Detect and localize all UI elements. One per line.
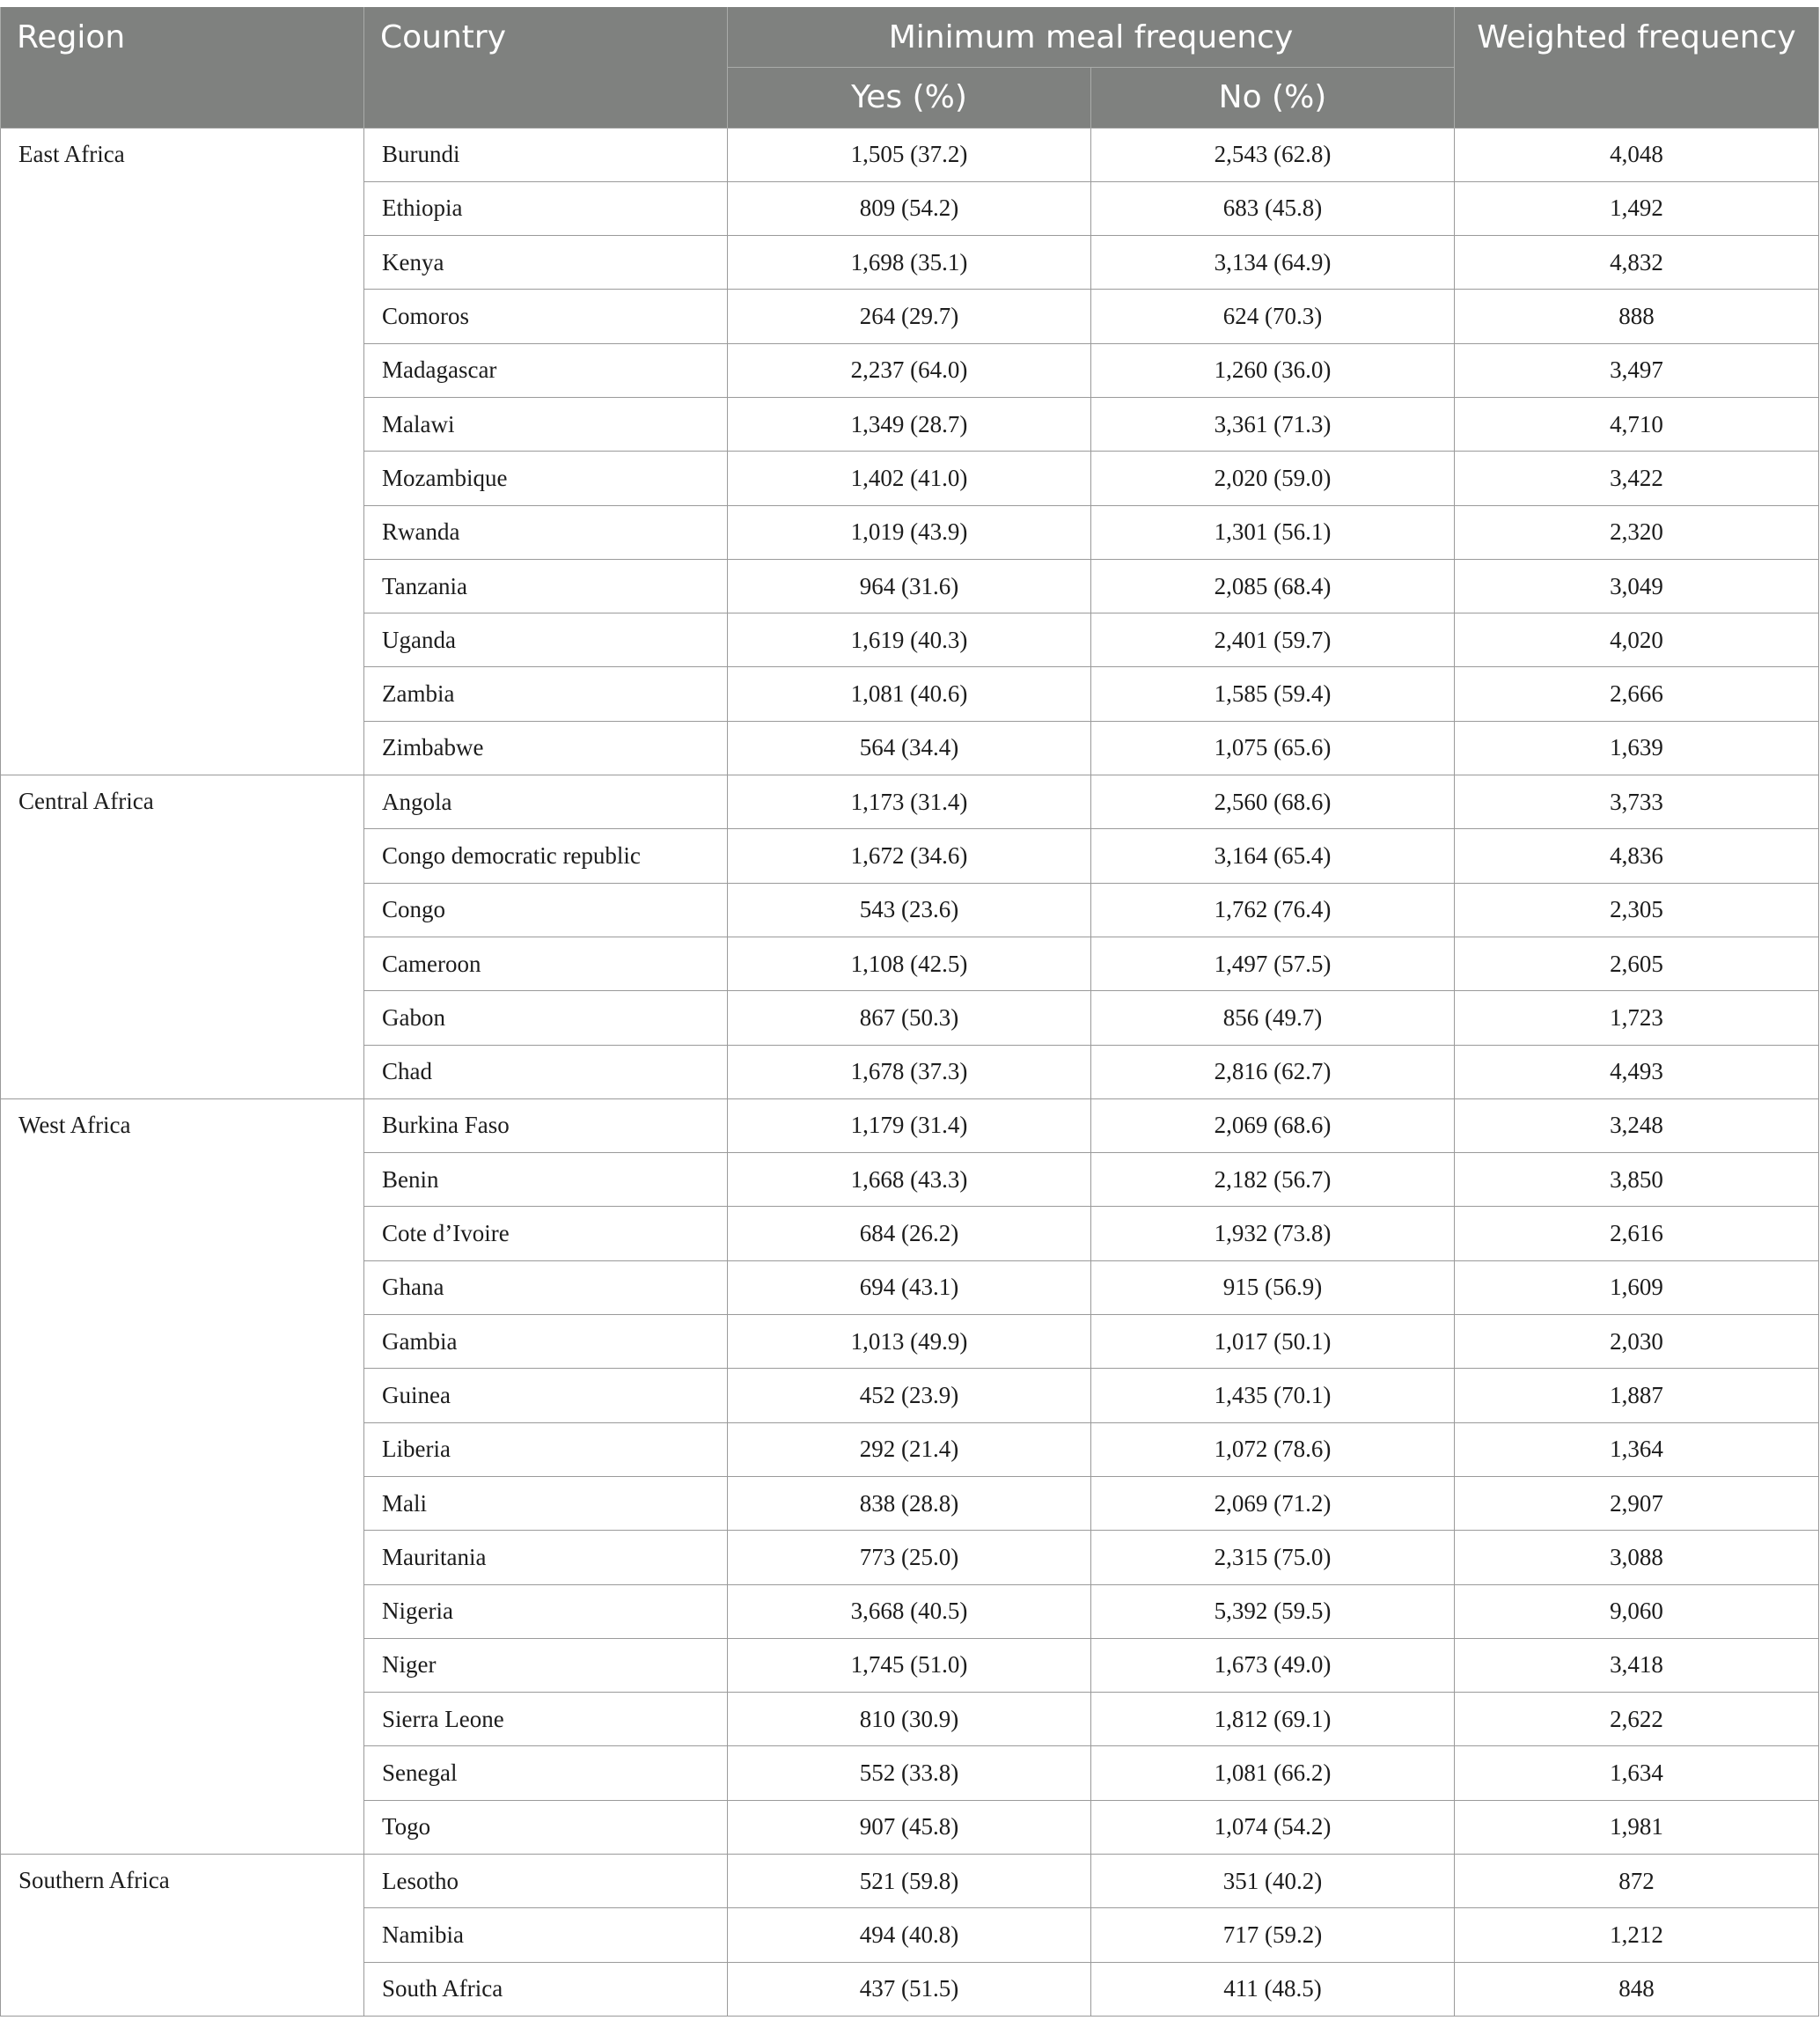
no-cell: 1,017 (50.1): [1091, 1315, 1455, 1369]
header-no: No (%): [1091, 67, 1455, 128]
no-cell: 2,020 (59.0): [1091, 452, 1455, 505]
no-cell: 1,074 (54.2): [1091, 1800, 1455, 1854]
weighted-frequency-cell: 3,248: [1455, 1098, 1819, 1152]
table-header: [1, 7, 1819, 128]
table-row: [1, 1098, 1819, 1152]
yes-cell: 694 (43.1): [728, 1260, 1091, 1314]
weighted-frequency-cell: 1,723: [1455, 991, 1819, 1045]
country-cell: Madagascar: [364, 343, 728, 397]
country-cell: Zimbabwe: [364, 721, 728, 775]
no-cell: 1,497 (57.5): [1091, 937, 1455, 990]
yes-cell: 773 (25.0): [728, 1531, 1091, 1584]
yes-cell: 684 (26.2): [728, 1207, 1091, 1260]
no-cell: 1,762 (76.4): [1091, 883, 1455, 937]
no-cell: 3,134 (64.9): [1091, 236, 1455, 290]
yes-cell: 810 (30.9): [728, 1693, 1091, 1746]
country-cell: Tanzania: [364, 559, 728, 613]
yes-cell: 1,672 (34.6): [728, 829, 1091, 883]
header-country: Country: [364, 7, 728, 128]
weighted-frequency-cell: 2,616: [1455, 1207, 1819, 1260]
no-cell: 351 (40.2): [1091, 1855, 1455, 1908]
yes-cell: 1,678 (37.3): [728, 1045, 1091, 1098]
weighted-frequency-cell: 3,850: [1455, 1153, 1819, 1207]
no-cell: 1,932 (73.8): [1091, 1207, 1455, 1260]
country-cell: Burkina Faso: [364, 1098, 728, 1152]
weighted-frequency-cell: 3,733: [1455, 775, 1819, 829]
weighted-frequency-cell: 1,887: [1455, 1369, 1819, 1422]
yes-cell: 1,619 (40.3): [728, 613, 1091, 667]
region-cell: West Africa: [1, 1098, 364, 1854]
country-cell: Namibia: [364, 1908, 728, 1962]
country-cell: Uganda: [364, 613, 728, 667]
yes-cell: 452 (23.9): [728, 1369, 1091, 1422]
yes-cell: 1,081 (40.6): [728, 667, 1091, 721]
no-cell: 1,260 (36.0): [1091, 343, 1455, 397]
no-cell: 2,315 (75.0): [1091, 1531, 1455, 1584]
region-cell: East Africa: [1, 128, 364, 775]
country-cell: Lesotho: [364, 1855, 728, 1908]
weighted-frequency-cell: 2,622: [1455, 1693, 1819, 1746]
weighted-frequency-cell: 2,320: [1455, 505, 1819, 559]
header-region: Region: [1, 7, 364, 128]
yes-cell: 907 (45.8): [728, 1800, 1091, 1854]
no-cell: 2,182 (56.7): [1091, 1153, 1455, 1207]
country-cell: Chad: [364, 1045, 728, 1098]
yes-cell: 1,179 (31.4): [728, 1098, 1091, 1152]
table-body: [1, 128, 1819, 2016]
yes-cell: 2,237 (64.0): [728, 343, 1091, 397]
table-row: [1, 128, 1819, 181]
yes-cell: 964 (31.6): [728, 559, 1091, 613]
no-cell: 2,069 (71.2): [1091, 1476, 1455, 1530]
weighted-frequency-cell: 4,836: [1455, 829, 1819, 883]
country-cell: Nigeria: [364, 1584, 728, 1638]
country-cell: Benin: [364, 1153, 728, 1207]
yes-cell: 1,173 (31.4): [728, 775, 1091, 829]
country-cell: Comoros: [364, 290, 728, 343]
header-yes: Yes (%): [728, 67, 1091, 128]
no-cell: 1,812 (69.1): [1091, 1693, 1455, 1746]
yes-cell: 564 (34.4): [728, 721, 1091, 775]
no-cell: 2,816 (62.7): [1091, 1045, 1455, 1098]
no-cell: 1,585 (59.4): [1091, 667, 1455, 721]
country-cell: Malawi: [364, 397, 728, 451]
no-cell: 915 (56.9): [1091, 1260, 1455, 1314]
no-cell: 717 (59.2): [1091, 1908, 1455, 1962]
no-cell: 2,543 (62.8): [1091, 128, 1455, 181]
country-cell: Mozambique: [364, 452, 728, 505]
weighted-frequency-cell: 1,212: [1455, 1908, 1819, 1962]
weighted-frequency-cell: 1,634: [1455, 1746, 1819, 1800]
country-cell: Cote d’Ivoire: [364, 1207, 728, 1260]
no-cell: 1,301 (56.1): [1091, 505, 1455, 559]
no-cell: 3,361 (71.3): [1091, 397, 1455, 451]
yes-cell: 1,505 (37.2): [728, 128, 1091, 181]
yes-cell: 1,698 (35.1): [728, 236, 1091, 290]
no-cell: 5,392 (59.5): [1091, 1584, 1455, 1638]
country-cell: Gambia: [364, 1315, 728, 1369]
weighted-frequency-cell: 4,493: [1455, 1045, 1819, 1098]
no-cell: 3,164 (65.4): [1091, 829, 1455, 883]
weighted-frequency-cell: 1,609: [1455, 1260, 1819, 1314]
no-cell: 1,072 (78.6): [1091, 1422, 1455, 1476]
country-cell: Burundi: [364, 128, 728, 181]
weighted-frequency-cell: 9,060: [1455, 1584, 1819, 1638]
yes-cell: 494 (40.8): [728, 1908, 1091, 1962]
yes-cell: 1,402 (41.0): [728, 452, 1091, 505]
weighted-frequency-cell: 4,020: [1455, 613, 1819, 667]
yes-cell: 552 (33.8): [728, 1746, 1091, 1800]
country-cell: Angola: [364, 775, 728, 829]
yes-cell: 1,745 (51.0): [728, 1638, 1091, 1692]
header-minimum-meal-frequency: Minimum meal frequency: [728, 7, 1455, 67]
weighted-frequency-cell: 872: [1455, 1855, 1819, 1908]
country-cell: Niger: [364, 1638, 728, 1692]
no-cell: 2,560 (68.6): [1091, 775, 1455, 829]
yes-cell: 543 (23.6): [728, 883, 1091, 937]
region-cell: Southern Africa: [1, 1855, 364, 2017]
weighted-frequency-cell: 4,710: [1455, 397, 1819, 451]
region-cell: Central Africa: [1, 775, 364, 1099]
country-cell: Cameroon: [364, 937, 728, 990]
weighted-frequency-cell: 1,639: [1455, 721, 1819, 775]
no-cell: 411 (48.5): [1091, 1962, 1455, 2016]
weighted-frequency-cell: 4,832: [1455, 236, 1819, 290]
weighted-frequency-cell: 888: [1455, 290, 1819, 343]
no-cell: 1,075 (65.6): [1091, 721, 1455, 775]
table-row: [1, 775, 1819, 829]
table-row: [1, 1855, 1819, 1908]
country-cell: Congo democratic republic: [364, 829, 728, 883]
yes-cell: 264 (29.7): [728, 290, 1091, 343]
weighted-frequency-cell: 1,981: [1455, 1800, 1819, 1854]
country-cell: Mali: [364, 1476, 728, 1530]
no-cell: 2,085 (68.4): [1091, 559, 1455, 613]
meal-frequency-table: [0, 7, 1819, 2017]
no-cell: 624 (70.3): [1091, 290, 1455, 343]
no-cell: 683 (45.8): [1091, 181, 1455, 235]
weighted-frequency-cell: 2,907: [1455, 1476, 1819, 1530]
weighted-frequency-cell: 1,364: [1455, 1422, 1819, 1476]
country-cell: Mauritania: [364, 1531, 728, 1584]
weighted-frequency-cell: 4,048: [1455, 128, 1819, 181]
no-cell: 1,081 (66.2): [1091, 1746, 1455, 1800]
no-cell: 1,673 (49.0): [1091, 1638, 1455, 1692]
yes-cell: 867 (50.3): [728, 991, 1091, 1045]
weighted-frequency-cell: 3,422: [1455, 452, 1819, 505]
weighted-frequency-cell: 848: [1455, 1962, 1819, 2016]
weighted-frequency-cell: 3,049: [1455, 559, 1819, 613]
no-cell: 1,435 (70.1): [1091, 1369, 1455, 1422]
country-cell: Sierra Leone: [364, 1693, 728, 1746]
country-cell: Rwanda: [364, 505, 728, 559]
weighted-frequency-cell: 2,305: [1455, 883, 1819, 937]
country-cell: Togo: [364, 1800, 728, 1854]
yes-cell: 437 (51.5): [728, 1962, 1091, 2016]
weighted-frequency-cell: 2,030: [1455, 1315, 1819, 1369]
yes-cell: 292 (21.4): [728, 1422, 1091, 1476]
header-weighted-frequency: Weighted frequency: [1455, 7, 1819, 128]
country-cell: Gabon: [364, 991, 728, 1045]
country-cell: Ghana: [364, 1260, 728, 1314]
weighted-frequency-cell: 2,666: [1455, 667, 1819, 721]
country-cell: Congo: [364, 883, 728, 937]
weighted-frequency-cell: 3,088: [1455, 1531, 1819, 1584]
yes-cell: 3,668 (40.5): [728, 1584, 1091, 1638]
yes-cell: 1,349 (28.7): [728, 397, 1091, 451]
country-cell: Zambia: [364, 667, 728, 721]
no-cell: 856 (49.7): [1091, 991, 1455, 1045]
country-cell: Guinea: [364, 1369, 728, 1422]
country-cell: Kenya: [364, 236, 728, 290]
weighted-frequency-cell: 2,605: [1455, 937, 1819, 990]
country-cell: Liberia: [364, 1422, 728, 1476]
yes-cell: 838 (28.8): [728, 1476, 1091, 1530]
no-cell: 2,401 (59.7): [1091, 613, 1455, 667]
yes-cell: 521 (59.8): [728, 1855, 1091, 1908]
weighted-frequency-cell: 1,492: [1455, 181, 1819, 235]
country-cell: Senegal: [364, 1746, 728, 1800]
weighted-frequency-cell: 3,418: [1455, 1638, 1819, 1692]
yes-cell: 1,668 (43.3): [728, 1153, 1091, 1207]
weighted-frequency-cell: 3,497: [1455, 343, 1819, 397]
no-cell: 2,069 (68.6): [1091, 1098, 1455, 1152]
yes-cell: 809 (54.2): [728, 181, 1091, 235]
country-cell: South Africa: [364, 1962, 728, 2016]
country-cell: Ethiopia: [364, 181, 728, 235]
yes-cell: 1,013 (49.9): [728, 1315, 1091, 1369]
yes-cell: 1,108 (42.5): [728, 937, 1091, 990]
yes-cell: 1,019 (43.9): [728, 505, 1091, 559]
